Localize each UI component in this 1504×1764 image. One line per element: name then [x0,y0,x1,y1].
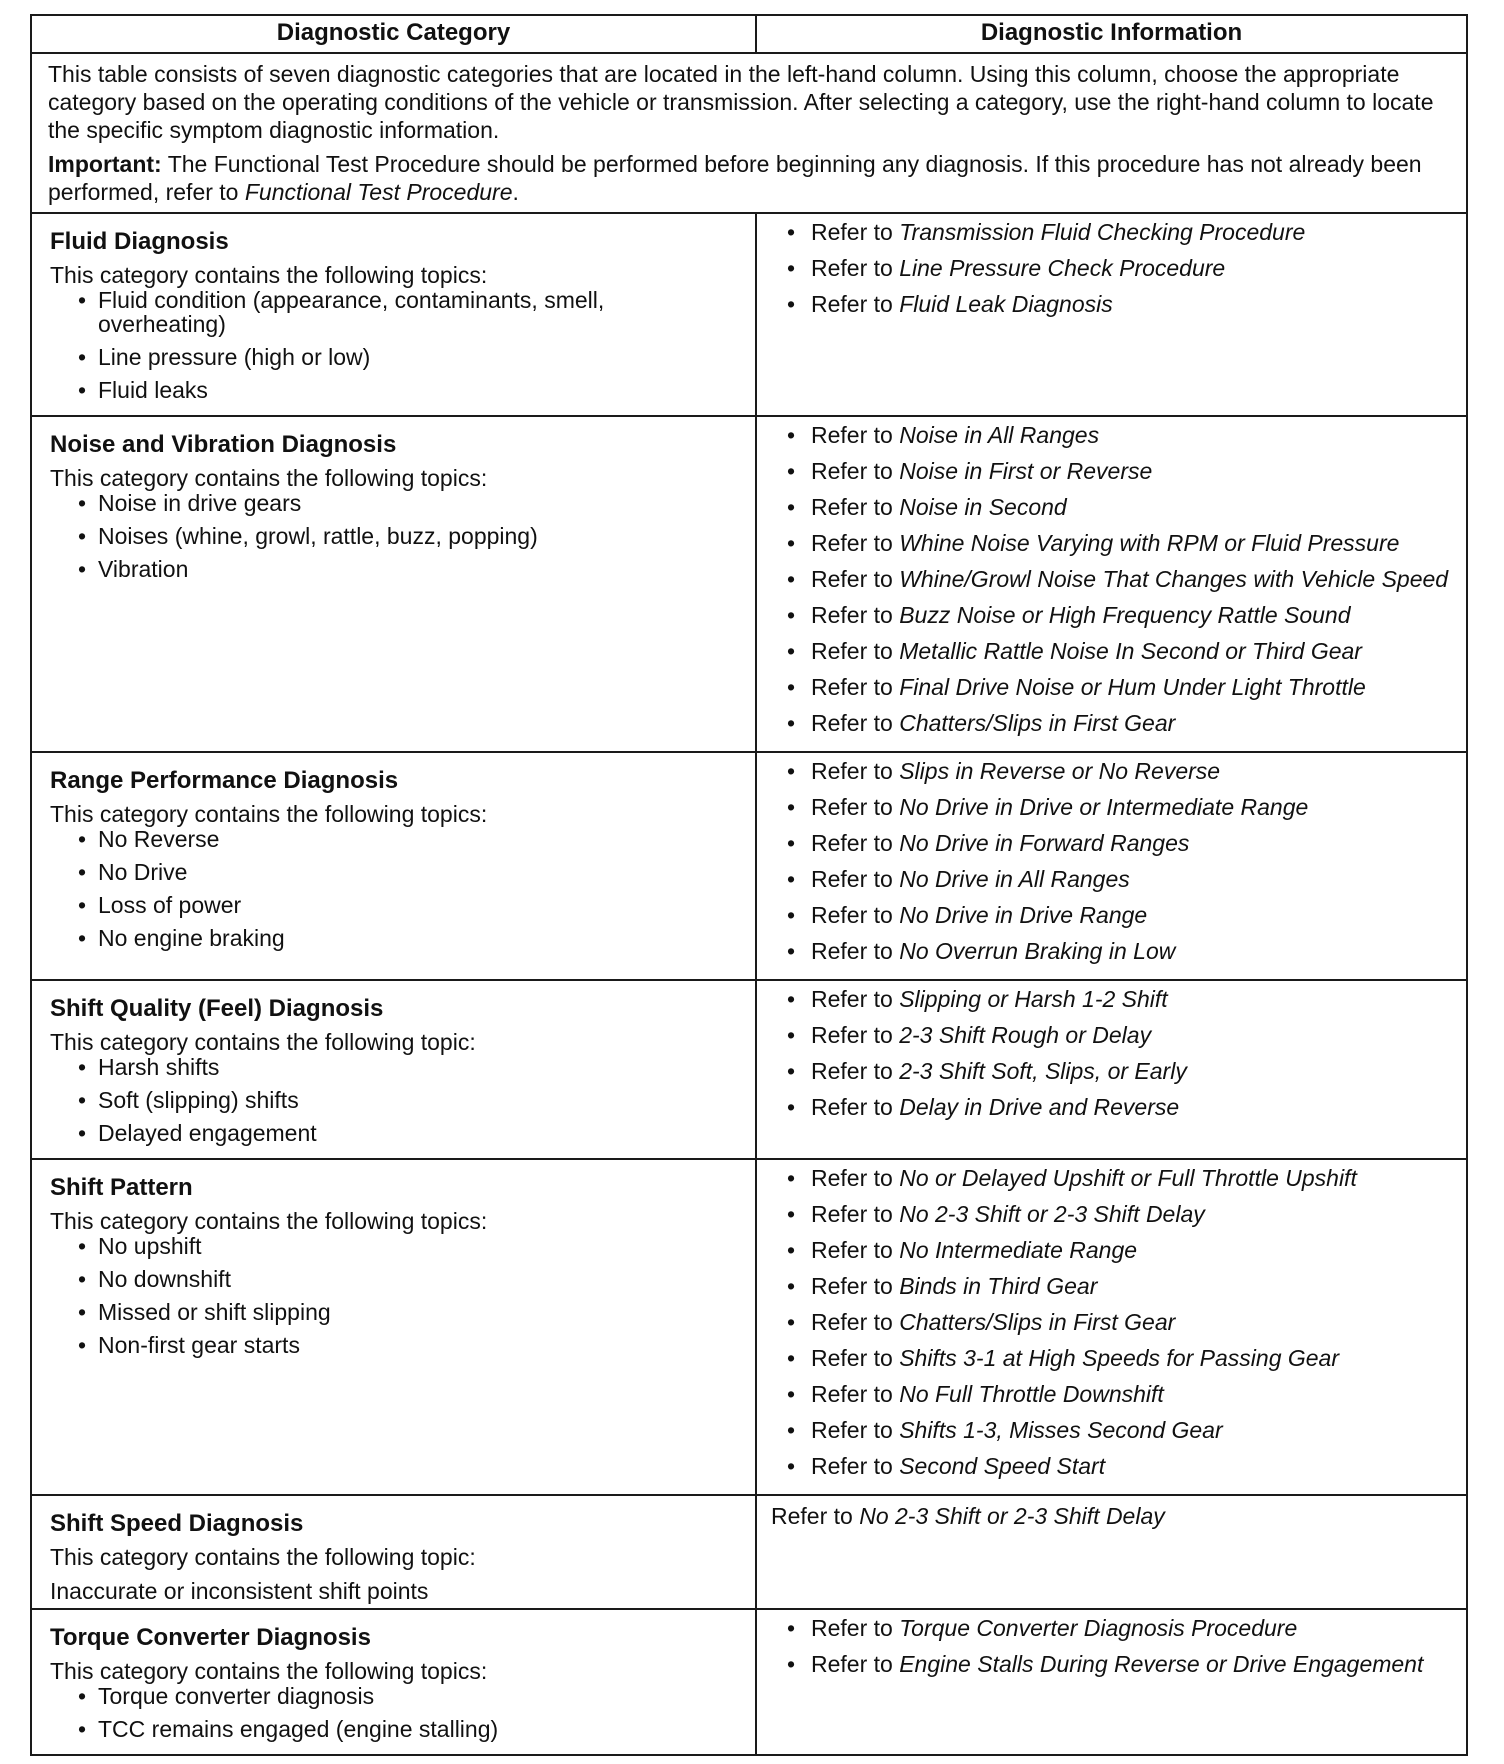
reference-title: Delay in Drive and Reverse [899,1094,1180,1120]
reference-title: Transmission Fluid Checking Procedure [899,219,1306,245]
intro-text: This table consists of seven diagnostic categories that are located in the left-hand column. Using this column, choose the appropriate category based on the operating conditions of the vehicle or transmission. After selecting a category, use the right-hand column to locate the specific symptom diagnostic information. [48,61,1434,143]
refer-to-text: Refer to [811,1381,893,1407]
reference-item [787,903,1450,928]
category-cell [31,1495,756,1609]
reference-item [787,459,1450,484]
refer-to-text: Refer to [811,1417,893,1443]
info-cell [756,752,1467,980]
reference-list [787,987,1450,1120]
refer-to-text: Refer to [811,1309,893,1335]
reference-item [787,1202,1450,1227]
info-cell [756,1609,1467,1755]
reference-title: No 2-3 Shift or 2-3 Shift Delay [859,1503,1165,1529]
reference-title: Engine Stalls During Reverse or Drive Engagement [899,1651,1424,1677]
header-diagnostic-information: Diagnostic Information [756,15,1467,53]
refer-to-text: Refer to [811,1094,893,1120]
refer-to-text: Refer to [811,938,893,964]
reference-item [787,1274,1450,1299]
reference-item [787,1652,1450,1677]
category-row [31,980,1467,1159]
reference-title: No 2-3 Shift or 2-3 Shift Delay [899,1201,1205,1227]
category-title: Noise and Vibration Diagnosis [50,431,397,458]
reference-title: Noise in All Ranges [899,422,1100,448]
category-cell [31,416,756,752]
category-row [31,1159,1467,1495]
category-description: This category contains the following topics: [50,1208,488,1234]
reference-list [787,423,1450,736]
refer-to-text: Refer to [811,1201,893,1227]
category-title: Shift Pattern [50,1174,193,1201]
refer-to-text: Refer to [811,1237,893,1263]
reference-title: Torque Converter Diagnosis Procedure [899,1615,1298,1641]
category-cell [31,752,756,980]
refer-to-text: Refer to [811,602,893,628]
reference-title: Chatters/Slips in First Gear [899,1309,1176,1335]
category-row [31,752,1467,980]
info-cell [756,416,1467,752]
category-row [31,1495,1467,1609]
reference-title: No Drive in Drive or Intermediate Range [899,794,1309,820]
reference-title: Slipping or Harsh 1-2 Shift [899,986,1168,1012]
category-description: This category contains the following topics: [50,465,488,491]
important-note [48,150,1448,206]
category-title: Torque Converter Diagnosis [50,1624,371,1651]
reference-title: Noise in Second [899,494,1067,520]
category-title: Fluid Diagnosis [50,228,229,255]
topic-list [50,288,737,402]
topic-item: • Soft (slipping) shifts [78,1088,737,1112]
reference-item [787,1382,1450,1407]
topic-item: • Noise in drive gears [78,491,737,515]
info-cell [756,980,1467,1159]
topic-item: • Noises (whine, growl, rattle, buzz, popping) [78,524,737,548]
reference-title: Second Speed Start [899,1453,1106,1479]
refer-to-text: Refer to [811,255,893,281]
category-cell [31,213,756,416]
refer-to-text: Refer to [771,1503,853,1529]
reference-item [787,292,1450,317]
intro-row [31,53,1467,213]
reference-title: Chatters/Slips in First Gear [899,710,1176,736]
refer-to-text: Refer to [811,1651,893,1677]
reference-item [787,939,1450,964]
reference-item [787,675,1450,700]
reference-item [787,795,1450,820]
reference-title: Slips in Reverse or No Reverse [899,758,1221,784]
refer-to-text: Refer to [811,674,893,700]
reference-item [787,256,1450,281]
reference-title: Line Pressure Check Procedure [899,255,1226,281]
refer-to-text: Refer to [811,830,893,856]
topic-item: Inaccurate or inconsistent shift points [50,1578,429,1604]
header-diagnostic-category: Diagnostic Category [31,15,756,53]
info-cell [756,1159,1467,1495]
refer-to-text: Refer to [811,291,893,317]
refer-to-text: Refer to [811,758,893,784]
header-row [31,15,1467,53]
category-description: This category contains the following topics: [50,1658,488,1684]
category-row [31,416,1467,752]
topic-item: • Torque converter diagnosis [78,1684,737,1708]
category-cell [31,980,756,1159]
topic-list [50,827,737,950]
reference-item [787,567,1450,592]
topic-item: • Missed or shift slipping [78,1300,737,1324]
reference-list [787,1166,1450,1479]
refer-to-text: Refer to [811,710,893,736]
topic-list [50,1684,737,1741]
reference-item [787,867,1450,892]
refer-to-text: Refer to [811,1058,893,1084]
topic-list [50,1055,737,1145]
category-title: Range Performance Diagnosis [50,767,399,794]
refer-to-text: Refer to [811,1453,893,1479]
reference-item [787,423,1450,448]
reference-title: No Intermediate Range [899,1237,1138,1263]
reference-item [787,1418,1450,1443]
refer-to-text: Refer to [811,494,893,520]
category-description: This category contains the following topics: [50,801,488,827]
refer-to-text: Refer to [811,638,893,664]
important-text: The Functional Test Procedure should be performed before beginning any diagnosis. If this procedure has not already been performed, refer to [48,151,1422,205]
category-description: This category contains the following topics: [50,262,488,288]
refer-to-text: Refer to [811,422,893,448]
topic-item: • No upshift [78,1234,737,1258]
reference-item [787,1059,1450,1084]
refer-to-text: Refer to [811,566,893,592]
reference-title: No Drive in Forward Ranges [899,830,1190,856]
reference-title: Metallic Rattle Noise In Second or Third Gear [899,638,1362,664]
refer-to-text: Refer to [811,1615,893,1641]
reference-title: Whine/Growl Noise That Changes with Vehicle Speed [899,566,1449,592]
reference-list [787,220,1450,317]
topic-item: • Delayed engagement [78,1121,737,1145]
reference-item [787,987,1450,1012]
reference-item [787,1166,1450,1191]
category-description: This category contains the following topic: [50,1544,476,1570]
reference-item [787,1095,1450,1120]
reference-item [787,1454,1450,1479]
category-row [31,1609,1467,1755]
reference-title: No Overrun Braking in Low [899,938,1176,964]
reference-title: No Full Throttle Downshift [899,1381,1164,1407]
info-cell [756,213,1467,416]
topic-item: • Fluid condition (appearance, contaminants, smell, overheating) [78,288,737,336]
reference-title: Binds in Third Gear [899,1273,1098,1299]
refer-to-text: Refer to [811,1345,893,1371]
refer-to-text: Refer to [811,458,893,484]
topic-item: • Line pressure (high or low) [78,345,737,369]
topic-item: • No Reverse [78,827,737,851]
topic-item: • TCC remains engaged (engine stalling) [78,1717,737,1741]
reference-title: No Drive in All Ranges [899,866,1130,892]
reference-list [787,1616,1450,1677]
topic-item: • Vibration [78,557,737,581]
reference-item [787,531,1450,556]
reference-title: Shifts 1-3, Misses Second Gear [899,1417,1223,1443]
category-cell [31,1609,756,1755]
reference-item [787,1238,1450,1263]
topic-item: • Fluid leaks [78,378,737,402]
reference-title: Fluid Leak Diagnosis [899,291,1113,317]
reference-title: Buzz Noise or High Frequency Rattle Sound [899,602,1351,628]
reference-item [771,1502,1450,1530]
reference-title: 2-3 Shift Rough or Delay [899,1022,1152,1048]
reference-item [787,759,1450,784]
category-description: This category contains the following topic: [50,1029,476,1055]
reference-title: 2-3 Shift Soft, Slips, or Early [899,1058,1187,1084]
reference-item [787,1346,1450,1371]
refer-to-text: Refer to [811,902,893,928]
refer-to-text: Refer to [811,794,893,820]
topic-item: • Harsh shifts [78,1055,737,1079]
important-link: Functional Test Procedure [244,179,513,205]
category-row [31,213,1467,416]
refer-to-text: Refer to [811,1165,893,1191]
reference-item [787,1023,1450,1048]
reference-title: Final Drive Noise or Hum Under Light Throttle [899,674,1366,700]
intro-cell [31,53,1467,213]
category-title: Shift Quality (Feel) Diagnosis [50,995,384,1022]
reference-title: Whine Noise Varying with RPM or Fluid Pressure [899,530,1400,556]
refer-to-text: Refer to [811,866,893,892]
diagnostic-table [30,14,1468,1756]
reference-item [787,831,1450,856]
topic-item: • Loss of power [78,893,737,917]
refer-to-text: Refer to [811,219,893,245]
reference-title: Shifts 3-1 at High Speeds for Passing Gear [899,1345,1340,1371]
topic-item: • Non-first gear starts [78,1333,737,1357]
reference-list [787,759,1450,964]
info-cell [756,1495,1467,1609]
reference-item [787,1616,1450,1641]
reference-item [787,639,1450,664]
refer-to-text: Refer to [811,1022,893,1048]
important-end: . [512,179,519,205]
reference-item [787,1310,1450,1335]
reference-item [787,603,1450,628]
topic-list [50,1234,737,1357]
topic-item: • No Drive [78,860,737,884]
reference-title: Noise in First or Reverse [899,458,1153,484]
category-cell [31,1159,756,1495]
reference-title: No Drive in Drive Range [899,902,1148,928]
refer-to-text: Refer to [811,986,893,1012]
topic-item: • No engine braking [78,926,737,950]
refer-to-text: Refer to [811,530,893,556]
reference-item [787,495,1450,520]
topic-list [50,491,737,581]
reference-item [787,220,1450,245]
topic-item: • No downshift [78,1267,737,1291]
important-label: Important: [48,151,162,177]
refer-to-text: Refer to [811,1273,893,1299]
category-title: Shift Speed Diagnosis [50,1510,304,1537]
reference-title: No or Delayed Upshift or Full Throttle Upshift [899,1165,1357,1191]
reference-item [787,711,1450,736]
